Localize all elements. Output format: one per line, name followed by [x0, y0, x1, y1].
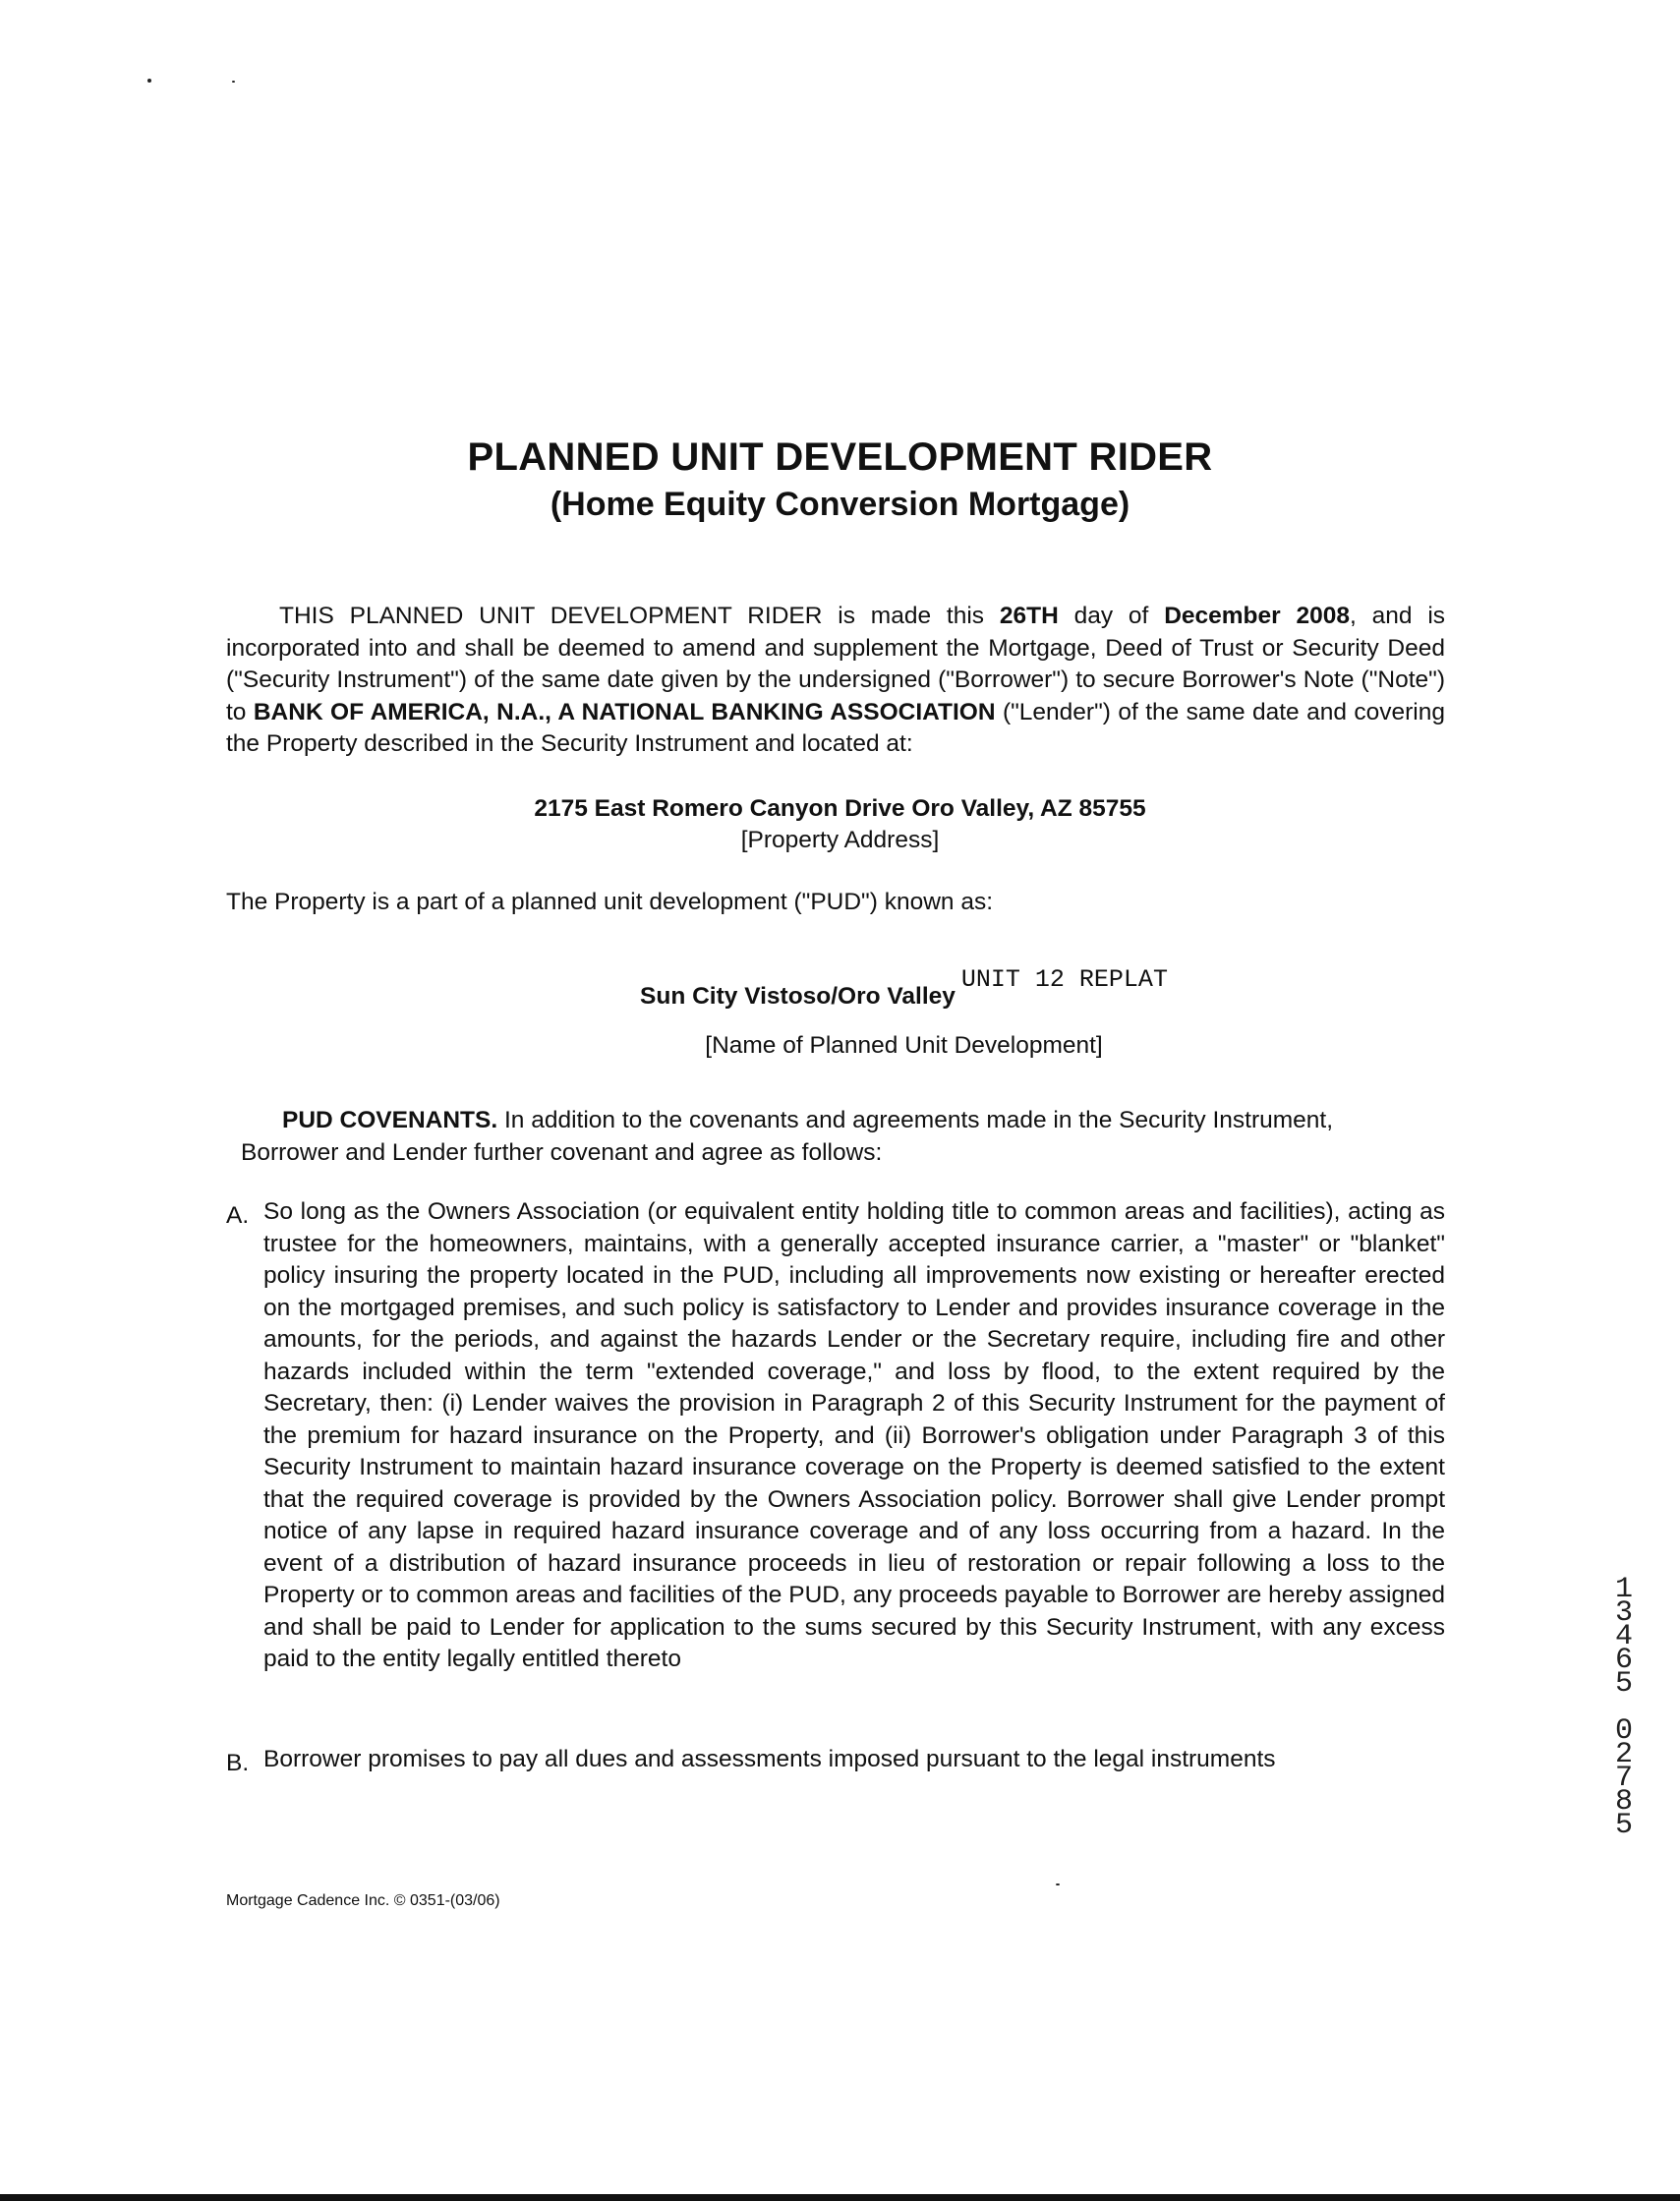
intro-text: , and is incorporated into and shall be deemed to amend and supplement the Mortgage, Deed of Trust or Security Deed ("Security Instrument") of the same date given by the undersigned ("Borrower") to secure Borrower's Note ("Note") to [226, 603, 1446, 725]
document-subtitle: (Home Equity Conversion Mortgage) [550, 486, 1130, 523]
covenant-item-b [226, 1744, 1445, 1776]
item-text: Borrower promises to pay all dues and assessments imposed pursuant to the legal instruments [263, 1746, 1276, 1772]
covenant-item-a [226, 1196, 1445, 1676]
scan-speck [232, 81, 235, 83]
property-address: 2175 East Romero Canyon Drive Oro Valley, AZ 85755 [534, 795, 1146, 822]
covenants-heading: PUD COVENANTS. [282, 1107, 498, 1133]
scan-edge [0, 2194, 1680, 2201]
intro-text: THIS PLANNED UNIT DEVELOPMENT RIDER is made this [279, 603, 1000, 629]
intro-text: day of [1058, 603, 1165, 629]
pud-covenants-paragraph [241, 1105, 1417, 1169]
pud-intro-text: The Property is a part of a planned unit development ("PUD") known as: [226, 889, 994, 915]
pud-name-row [0, 965, 1680, 1012]
item-marker: B. [226, 1750, 250, 1776]
rider-date: December 2008 [1164, 603, 1350, 629]
document-title: PLANNED UNIT DEVELOPMENT RIDER [467, 435, 1213, 479]
item-marker: A. [226, 1202, 250, 1229]
pud-name-typed: UNIT 12 REPLAT [960, 965, 1168, 994]
form-footer: Mortgage Cadence Inc. © 0351-(03/06) [226, 1892, 500, 1909]
scan-speck [1056, 1883, 1060, 1885]
intro-paragraph [226, 601, 1445, 761]
covenants-text: In addition to the covenants and agreements made in the Security Instrument, Borrower and Lender further covenant and agree as follows: [241, 1107, 1334, 1166]
item-text: So long as the Owners Association (or equivalent entity holding title to common areas and facilities), acting as trustee for the homeowners, maintains, with a generally accepted insurance carrier, a "master" or "blanket" policy insuring the property located in the PUD, including all improvements now existing or hereafter erected on the mortgaged premises, and such policy is satisfactory to Lender and provides insurance coverage in the amounts, for the periods, and against the hazards Lender or the Secretary require, including fire and other hazards included within the term "extended coverage," and loss by flood, to the extent required by the Secretary, then: (i) Lender waives the provision in Paragraph 2 of this Security Instrument for the payment of the premium for hazard insurance on the Property, and (ii) Borrower's obligation under Paragraph 3 of this Security Instrument to maintain hazard insurance coverage on the Property is deemed satisfied to the extent that the required coverage is provided by the Owners Association policy. Borrower shall give Lender prompt notice of any lapse in required hazard insurance coverage and of any loss occurring from a hazard. In the event of a distribution of hazard insurance proceeds in lieu of restoration or repair following a loss to the Property or to common areas and facilities of the PUD, any proceeds payable to Borrower are hereby assigned and shall be paid to Lender for application to the sums secured by this Security Instrument, with any excess paid to the entity legally entitled thereto [263, 1198, 1445, 1672]
lender-name: BANK OF AMERICA, N.A., A NATIONAL BANKING ASSOCIATION [253, 698, 996, 725]
property-address-caption: [Property Address] [740, 827, 940, 853]
pud-name: Sun City Vistoso/Oro Valley [640, 983, 956, 1010]
rider-day: 26TH [999, 603, 1059, 629]
pud-name-caption: [Name of Planned Unit Development] [705, 1032, 1103, 1059]
scan-speck [147, 79, 151, 83]
intro-text: ("Lender") of the same date and covering the Property described in the Security Instrument and located at: [226, 698, 1445, 757]
recording-stamp: 1 3 4 6 5 0 2 7 8 5 [1614, 1573, 1633, 1842]
